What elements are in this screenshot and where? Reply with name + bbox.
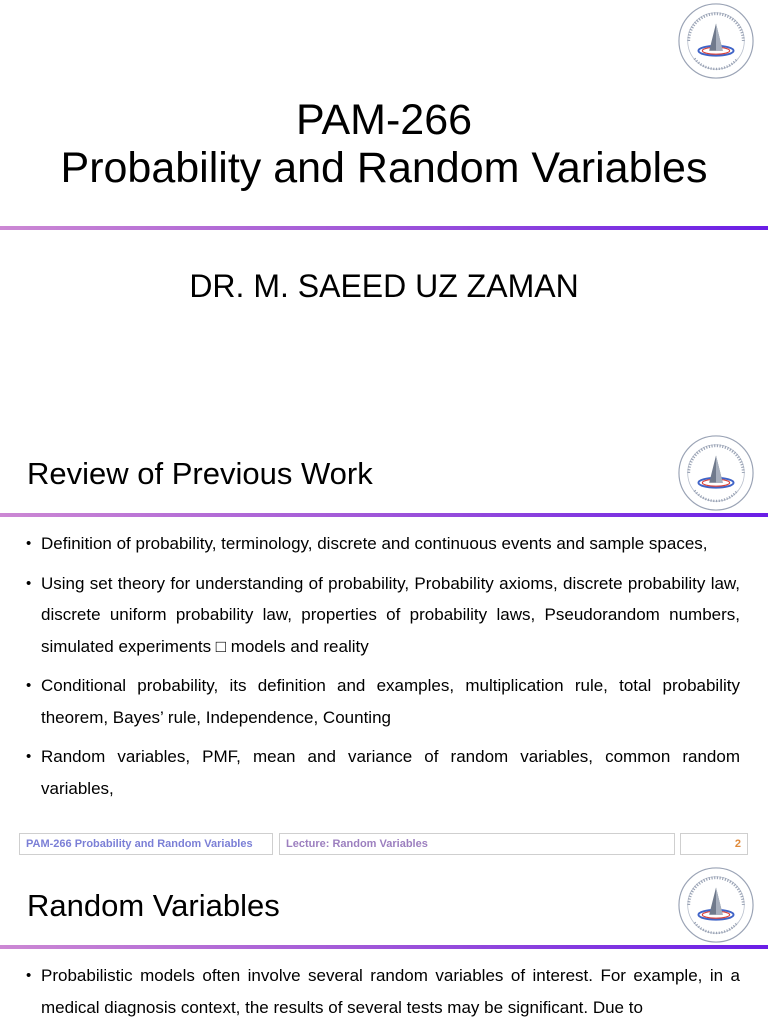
footer-lecture: Lecture: Random Variables xyxy=(279,833,675,855)
random-variables-slide xyxy=(0,864,768,1024)
bullet-item: • Probabilistic models often involve several random variables of interest. For example, in a medical diagnosis context, the results of several tests may be significant. Due to xyxy=(26,960,740,1023)
course-title-block xyxy=(0,96,768,192)
bullet-item: • Conditional probability, its definition and examples, multiplication rule, total probability theorem, Bayes’ rule, Independence, Counting xyxy=(26,670,740,733)
footer-course: PAM-266 Probability and Random Variables xyxy=(19,833,273,855)
bullet-item: • Using set theory for understanding of probability, Probability axioms, discrete probability law, discrete uniform probability law, properties of probability laws, Pseudorandom numbers, simulated experiments □ models and reality xyxy=(26,568,740,663)
review-slide xyxy=(0,432,768,864)
bullet-item: • Random variables, PMF, mean and variance of random variables, common random variables, xyxy=(26,741,740,804)
course-code: PAM-266 xyxy=(295,96,473,144)
institute-seal-icon xyxy=(677,434,755,512)
divider-rule xyxy=(0,226,768,230)
slide-heading: Review of Previous Work xyxy=(27,456,373,491)
title-slide xyxy=(0,0,768,432)
slide-heading: Random Variables xyxy=(27,888,280,923)
bullet-list xyxy=(26,528,740,812)
institute-seal-icon xyxy=(677,2,755,80)
bullet-item: • Definition of probability, terminology, discrete and continuous events and sample spaces, xyxy=(26,528,740,560)
divider-rule xyxy=(0,513,768,517)
slide-footer xyxy=(0,833,768,855)
bullet-list xyxy=(26,960,740,1024)
divider-rule xyxy=(0,945,768,949)
institute-seal-icon xyxy=(677,866,755,944)
course-title: Probability and Random Variables xyxy=(60,144,708,192)
footer-page-number: 2 xyxy=(680,833,748,855)
author-name: DR. M. SAEED UZ ZAMAN xyxy=(189,268,579,304)
